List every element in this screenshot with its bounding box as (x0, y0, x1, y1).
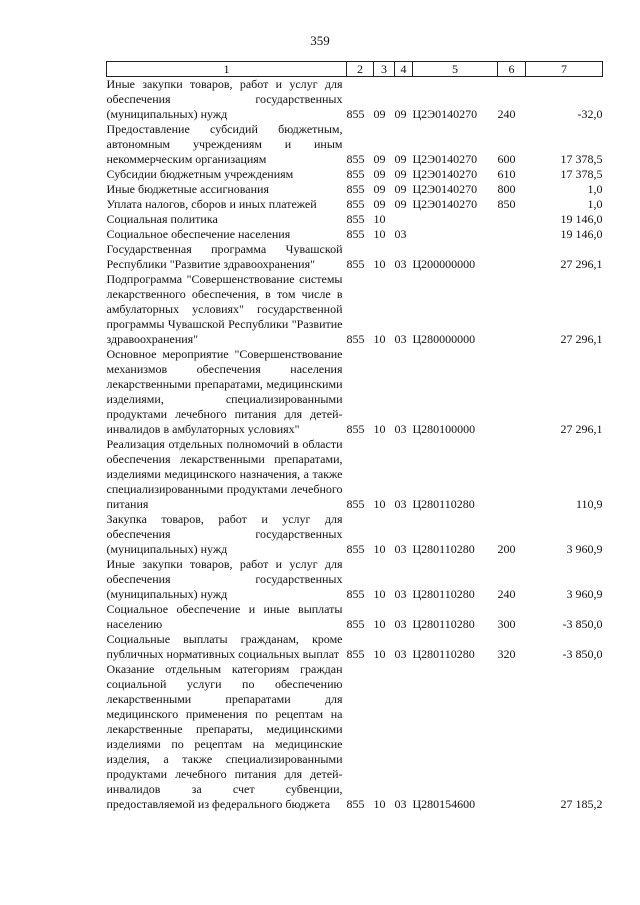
row-subsection-code: 09 (394, 167, 407, 181)
row-amount: 3 960,9 (566, 542, 603, 556)
row-name: Оказание отдельным категориям граждан социальной услуги по обеспечению лекарственными препаратами для медицинского применения по рецептам на лекарственные препараты, медицинскими изделиями по рецептам на медицинские изделия, а также специализированными продуктами лечебного питания для детей-инвалидов за счет субвенции, предоставляемой из федерального бюджета (106, 662, 343, 811)
row-target-article-code: Ц280110280 (412, 617, 475, 631)
row-name: Социальная политика (106, 212, 218, 226)
header-row (107, 62, 603, 77)
row-target-article-code: Ц280110280 (412, 587, 475, 601)
row-name: Предоставление субсидий бюджетным, автономным учреждениям и иным некоммерческим организациям (106, 122, 343, 166)
row-amount: -32,0 (577, 107, 603, 121)
row-amount: -3 850,0 (562, 617, 603, 631)
row-section-code: 10 (373, 497, 386, 511)
row-name: Иные закупки товаров, работ и услуг для обеспечения государственных (муниципальных) нужд (106, 77, 343, 121)
row-name: Государственная программа Чувашской Республики "Развитие здравоохранения" (106, 242, 343, 271)
row-expense-type-code: 800 (497, 182, 516, 196)
row-name: Социальное обеспечение и иные выплаты населению (106, 602, 343, 631)
row-section-code: 09 (373, 107, 386, 121)
row-subsection-code: 03 (394, 647, 407, 661)
row-ministry-code: 855 (346, 647, 365, 661)
row-section-code: 10 (373, 212, 386, 226)
row-subsection-code: 03 (394, 797, 407, 811)
table-row (107, 197, 603, 212)
row-target-article-code (413, 227, 498, 242)
header-col-4: 4 (395, 62, 413, 77)
row-subsection-code: 03 (394, 497, 407, 511)
row-section-code: 10 (373, 647, 386, 661)
row-ministry-code: 855 (346, 107, 365, 121)
table-row (107, 662, 603, 812)
row-ministry-code: 855 (346, 587, 365, 601)
row-amount: 110,9 (575, 497, 603, 511)
row-expense-type-code: 850 (497, 197, 516, 211)
row-amount: 27 296,1 (560, 332, 603, 346)
header-col-6: 6 (498, 62, 526, 77)
row-expense-type-code: 240 (497, 587, 516, 601)
row-section-code: 10 (373, 257, 386, 271)
row-target-article-code: Ц2Э0140270 (412, 182, 478, 196)
row-ministry-code: 855 (346, 197, 365, 211)
row-amount: 27 296,1 (560, 422, 603, 436)
row-section-code: 09 (373, 167, 386, 181)
table-row (107, 557, 603, 602)
row-expense-type-code (498, 242, 526, 272)
budget-table (106, 61, 603, 812)
row-amount: -3 850,0 (562, 647, 603, 661)
row-section-code: 10 (373, 422, 386, 436)
row-name: Подпрограмма "Совершенствование системы лекарственного обеспечения, в том числе в амбулаторных условиях" государственной программы Чувашской Республики "Развитие здравоохранения" (106, 272, 343, 346)
table-row (107, 512, 603, 557)
row-name: Социальное обеспечение населения (106, 227, 291, 241)
table-row (107, 227, 603, 242)
row-section-code: 10 (373, 227, 386, 241)
row-section-code: 10 (373, 542, 386, 556)
page-number: 359 (310, 33, 330, 48)
header-col-2: 2 (347, 62, 374, 77)
row-subsection-code: 03 (394, 617, 407, 631)
table-row (107, 347, 603, 437)
row-amount: 27 296,1 (560, 257, 603, 271)
row-name: Основное мероприятие "Совершенствование механизмов обеспечения населения лекарственными препаратами, медицинскими изделиями, специализированными продуктами лечебного питания для детей-инвалидов в амбулаторных условиях" (106, 347, 343, 436)
row-target-article-code: Ц280154600 (412, 797, 476, 811)
row-ministry-code: 855 (346, 257, 365, 271)
row-target-article-code: Ц280110280 (412, 542, 475, 556)
table-row (107, 272, 603, 347)
row-ministry-code: 855 (346, 212, 365, 226)
row-ministry-code: 855 (346, 182, 365, 196)
table-row (107, 122, 603, 167)
row-amount: 1,0 (587, 197, 603, 211)
row-ministry-code: 855 (346, 497, 365, 511)
row-target-article-code: Ц2Э0140270 (412, 107, 478, 121)
row-amount: 19 146,0 (560, 227, 603, 241)
row-amount: 1,0 (587, 182, 603, 196)
header-col-3: 3 (374, 62, 395, 77)
row-ministry-code: 855 (346, 797, 365, 811)
row-amount: 27 185,2 (560, 797, 603, 811)
row-target-article-code: Ц280110280 (412, 497, 475, 511)
row-subsection-code: 03 (394, 587, 407, 601)
row-subsection-code: 09 (394, 152, 407, 166)
row-ministry-code: 855 (346, 152, 365, 166)
row-subsection-code: 09 (394, 107, 407, 121)
row-target-article-code: Ц200000000 (412, 257, 476, 271)
table-row (107, 242, 603, 272)
row-expense-type-code (498, 662, 526, 812)
row-target-article-code: Ц2Э0140270 (412, 152, 478, 166)
row-expense-type-code (498, 212, 526, 227)
row-target-article-code (413, 212, 498, 227)
row-expense-type-code: 300 (497, 617, 516, 631)
row-expense-type-code: 240 (497, 107, 516, 121)
row-subsection-code: 03 (394, 227, 407, 241)
table-row (107, 437, 603, 512)
row-expense-type-code: 600 (497, 152, 516, 166)
row-name: Субсидии бюджетным учреждениям (106, 167, 294, 181)
row-name: Уплата налогов, сборов и иных платежей (106, 197, 317, 211)
row-expense-type-code (498, 227, 526, 242)
row-ministry-code: 855 (346, 617, 365, 631)
row-subsection-code (395, 212, 413, 227)
row-name: Реализация отдельных полномочий в области обеспечения лекарственными препаратами, изделиями медицинского назначения, а также специализированными продуктами лечебного питания (106, 437, 343, 511)
header-col-5: 5 (413, 62, 498, 77)
row-ministry-code: 855 (346, 422, 365, 436)
row-ministry-code: 855 (346, 332, 365, 346)
row-amount: 3 960,9 (566, 587, 603, 601)
row-amount: 17 378,5 (560, 152, 603, 166)
row-section-code: 09 (373, 197, 386, 211)
table-row (107, 602, 603, 632)
row-target-article-code: Ц280110280 (412, 647, 475, 661)
row-target-article-code: Ц280100000 (412, 422, 476, 436)
header-col-7: 7 (526, 62, 603, 77)
row-subsection-code: 09 (394, 182, 407, 196)
row-subsection-code: 03 (394, 422, 407, 436)
row-target-article-code: Ц2Э0140270 (412, 197, 478, 211)
row-section-code: 10 (373, 617, 386, 631)
row-section-code: 09 (373, 152, 386, 166)
row-expense-type-code: 610 (497, 167, 516, 181)
row-name: Иные закупки товаров, работ и услуг для обеспечения государственных (муниципальных) нужд (106, 557, 343, 601)
table-row (107, 182, 603, 197)
row-target-article-code: Ц280000000 (412, 332, 476, 346)
row-section-code: 10 (373, 797, 386, 811)
row-name: Иные бюджетные ассигнования (106, 182, 269, 196)
table-row (107, 77, 603, 123)
row-ministry-code: 855 (346, 542, 365, 556)
row-name: Закупка товаров, работ и услуг для обеспечения государственных (муниципальных) нужд (106, 512, 343, 556)
table-row (107, 632, 603, 662)
row-subsection-code: 09 (394, 197, 407, 211)
row-expense-type-code (498, 347, 526, 437)
row-amount: 19 146,0 (560, 212, 603, 226)
table-row (107, 167, 603, 182)
header-col-1: 1 (107, 62, 347, 77)
row-expense-type-code (498, 272, 526, 347)
row-expense-type-code (498, 437, 526, 512)
row-section-code: 10 (373, 332, 386, 346)
row-subsection-code: 03 (394, 332, 407, 346)
row-expense-type-code: 200 (497, 542, 516, 556)
row-target-article-code: Ц2Э0140270 (412, 167, 478, 181)
table-row (107, 212, 603, 227)
row-ministry-code: 855 (346, 167, 365, 181)
row-ministry-code: 855 (346, 227, 365, 241)
row-subsection-code: 03 (394, 257, 407, 271)
row-name: Социальные выплаты гражданам, кроме публичных нормативных социальных выплат (106, 632, 343, 661)
row-section-code: 10 (373, 587, 386, 601)
row-amount: 17 378,5 (560, 167, 603, 181)
row-subsection-code: 03 (394, 542, 407, 556)
row-section-code: 09 (373, 182, 386, 196)
row-expense-type-code: 320 (497, 647, 516, 661)
